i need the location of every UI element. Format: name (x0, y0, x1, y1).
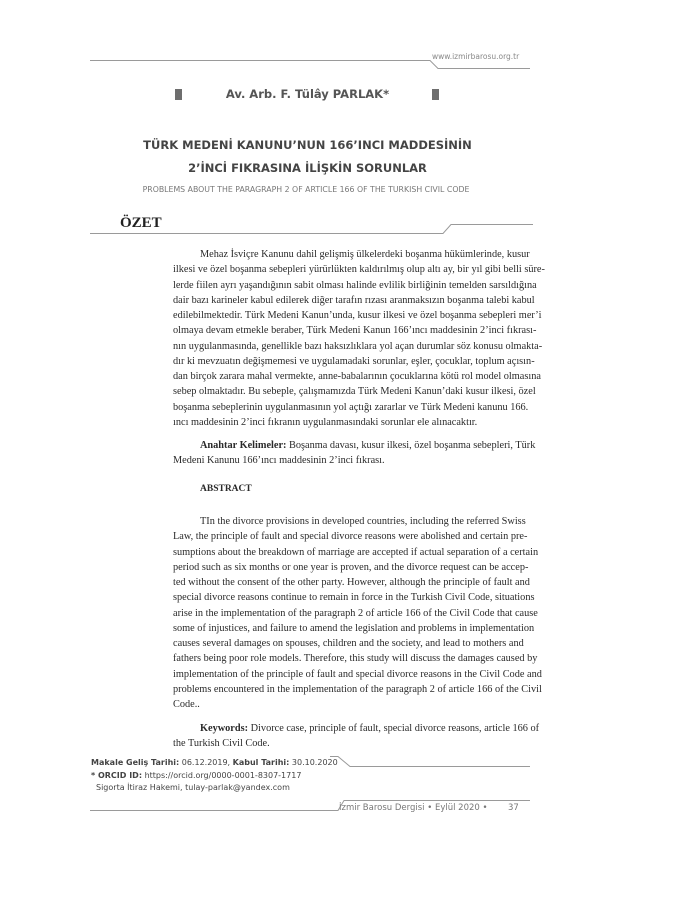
footer-rule (90, 810, 330, 811)
page-number: 37 (508, 803, 519, 813)
anahtar-text-2: Medeni Kanunu 166’ıncı maddesinin 2’inci fıkrası. (173, 455, 385, 467)
keywords (173, 721, 540, 752)
text-line: fathers being poor role models. Therefore, this study will discuss the damages caused by (173, 653, 538, 665)
header-url: www.izmirbarosu.org.tr (432, 52, 520, 61)
text-line: edilebilmektedir. Türk Medeni Kanun’unda, kusur ilkesi ve özel boşanma sebepleri mer’i (173, 310, 542, 321)
ozet-paragraph (173, 247, 545, 430)
text-line: boşanma sebeplerinin uygulanmasının yol açtığı zararlar ve Türk Medeni kanunu 166. (173, 401, 529, 413)
text-line: sumptions about the breakdown of marriage are accepted if actual separation of a certain (173, 546, 539, 558)
received-date: 06.12.2019, (181, 758, 231, 767)
keywords-text-1: Divorce case, principle of fault, special divorce reasons, article 166 of (250, 723, 540, 734)
anahtar-kelimeler (173, 438, 536, 469)
orcid-label: * ORCID ID: (91, 770, 143, 780)
text-line: ilkesi ve özel boşanma sebepleri yürürlükten kaldırılmış olup altı ay, bir yıl gibi belli süre- (173, 264, 545, 276)
text-line: period such as six months or one year is proven, and the divorce request can be accep- (173, 561, 529, 573)
header-rule (90, 60, 420, 61)
text-line: implementation of the principle of fault and special divorce reasons in the Civil Code and (173, 668, 542, 680)
text-line: some of injustices, and failure to amend the legislation and problems in implementation (173, 622, 535, 634)
footnote (91, 757, 338, 795)
accepted-label: Kabul Tarihi: (232, 758, 290, 767)
received-label: Makale Geliş Tarihi: (91, 758, 180, 767)
text-line: special divorce reasons continue to remain in force in the Turkish Civil Code, situations (173, 592, 535, 604)
text-line: dan birçok zarara mahal vermekte, anne-babalarının çocuklarına kötü rol model olmasına (173, 371, 541, 382)
ozet-rule-bend (433, 222, 533, 235)
text-line: lerde fiilen ayrı yaşandığının sabit olması halinde evlilik birliğinin temelden sarsıldığına (173, 279, 537, 291)
abstract-paragraph (173, 514, 542, 712)
ozet-rule (90, 233, 435, 234)
text-line: sebep olmaktadır. Bu sebeple, çalışmamızda Türk Medeni Kanun’daki kusur ilkesi, özel (173, 386, 536, 398)
title-line-2: 2’İNCİ FIKRASINA İLİŞKİN SORUNLAR (188, 161, 427, 175)
accepted-date: 30.10.2020 (291, 758, 338, 767)
text-line: nın uygulanmasında, genellikle bazı haksızlıklara yol açan durumlar söz konusu olmakta- (173, 340, 543, 352)
keywords-text-2: the Turkish Civil Code. (173, 738, 270, 750)
author-name: Av. Arb. F. Tülây PARLAK* (225, 87, 390, 101)
anahtar-label: Anahtar Kelimeler: (200, 440, 287, 451)
text-line: arise in the implementation of the paragraph 2 of article 166 of the Civil Code that cause (173, 607, 538, 619)
text-line: TIn the divorce provisions in developed countries, including the referred Swiss (200, 516, 526, 527)
footnote-rule-bend (330, 755, 530, 769)
anahtar-text-1: Boşanma davası, kusur ilkesi, özel boşanma sebepleri, Türk (289, 440, 536, 451)
text-line: causes several damages on spouses, children and the society, and lead to mothers and (173, 638, 524, 649)
text-line: Code.. (173, 699, 200, 710)
text-line: Law, the principle of fault and special divorce reasons were abolished and certain pre- (173, 531, 528, 543)
title-english: PROBLEMS ABOUT THE PARAGRAPH 2 OF ARTICLE 166 OF THE TURKISH CIVIL CODE (142, 185, 470, 194)
footer-journal: İzmir Barosu Dergisi • Eylül 2020 • (339, 803, 488, 813)
ozet-heading: ÖZET (120, 215, 162, 231)
keywords-label: Keywords: (200, 723, 249, 734)
text-line: ıncı maddesinin 2’inci fıkranın uygulanmasındaki sorunlar ele alınacaktır. (173, 416, 478, 428)
text-line: ted without the consent of the other party. However, although the principle of fault and (173, 577, 530, 588)
text-line: dır ki mevzuatın değişmemesi ve uygulamadaki sorunlar, eşler, çocuklar, toplum açısın- (173, 355, 535, 367)
text-line: dair bazı karineler kabul edilerek diğer tarafın rızası aranmaksızın boşanma talebi kabul (173, 294, 535, 306)
text-line: Mehaz İsviçre Kanunu dahil gelişmiş ülkelerdeki boşanma hükümlerinde, kusur (200, 249, 530, 260)
orcid-link[interactable]: https://orcid.org/0000-0001-8307-1717 (144, 770, 302, 780)
text-line: olmaya devam etmekle beraber, Türk Medeni Kanun 166’ıncı maddesinin 2’inci fıkrası- (173, 325, 537, 337)
affiliation: Sigorta İtiraz Hakemi, tulay-parlak@yandex.com (96, 783, 290, 792)
title-line-1: TÜRK MEDENİ KANUNU’NUN 166’INCI MADDESİNİN (143, 138, 472, 152)
text-line: problems encountered in the implementation of the paragraph 2 of article 166 of the Civil (173, 683, 542, 695)
abstract-heading: ABSTRACT (200, 484, 252, 494)
